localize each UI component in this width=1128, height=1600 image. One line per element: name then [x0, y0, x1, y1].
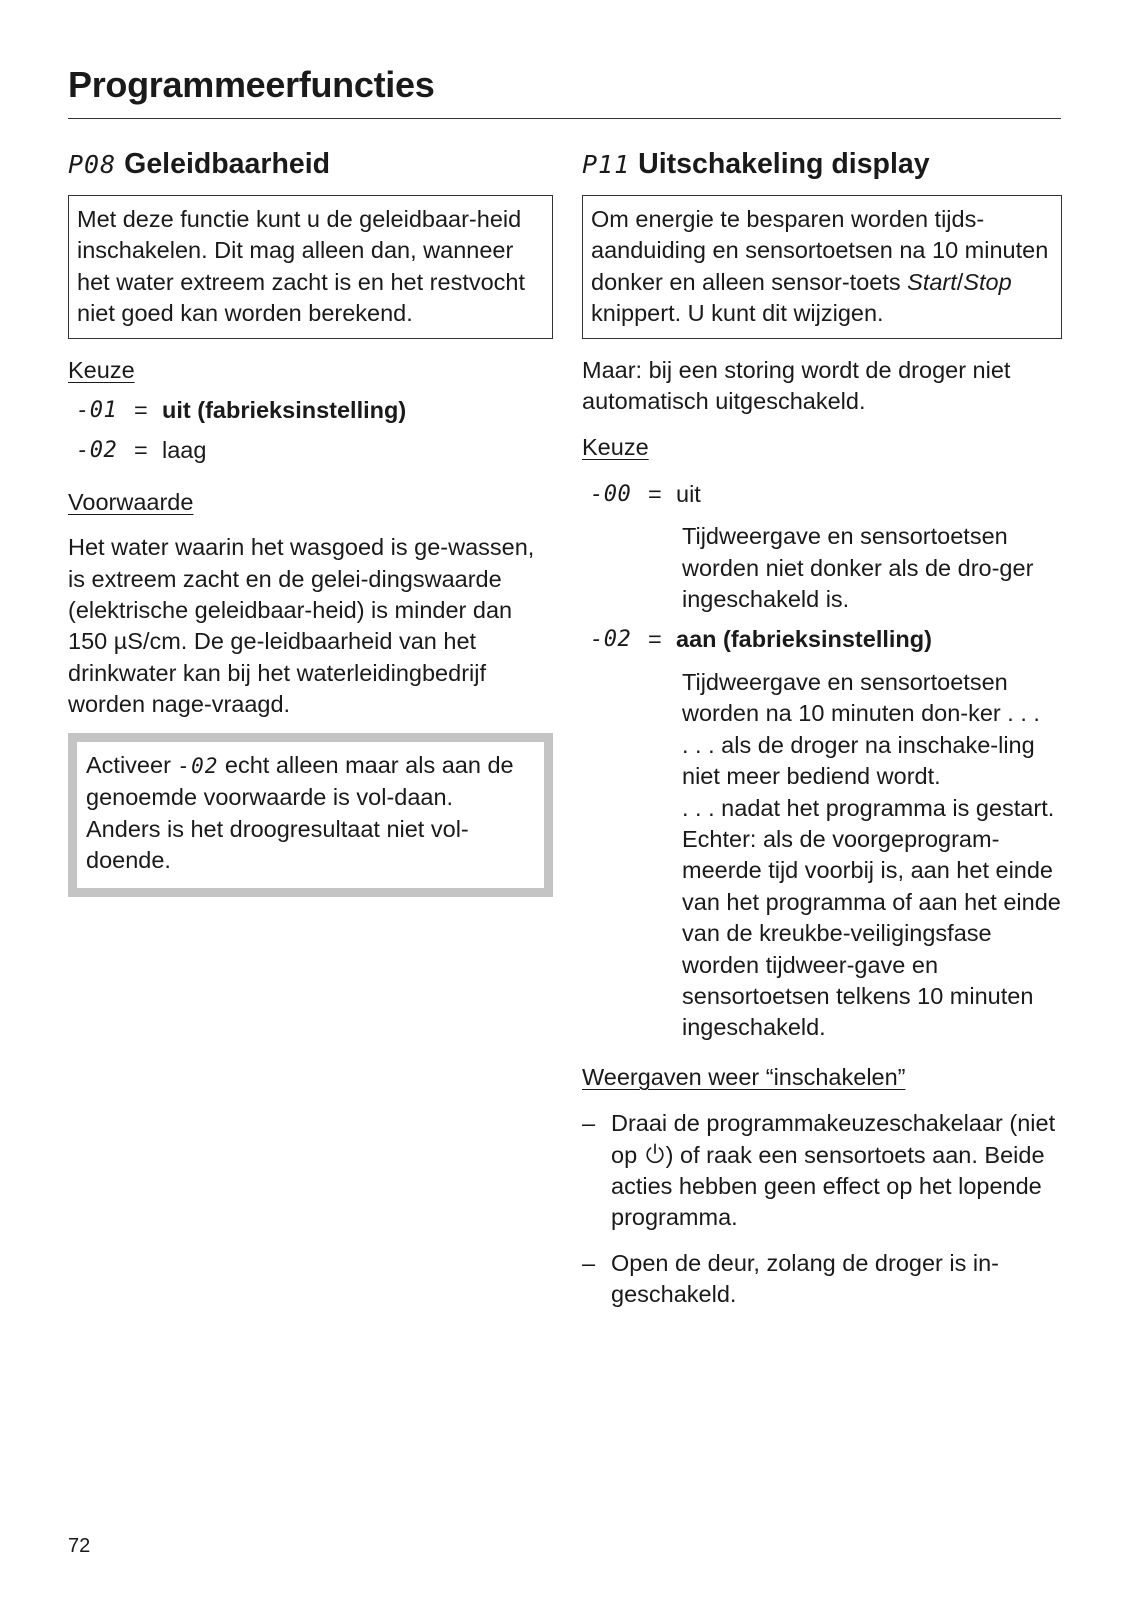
option-row	[582, 624, 1062, 655]
option-equals: =	[648, 480, 662, 507]
left-column	[68, 146, 553, 897]
keuze-label: Keuze	[68, 356, 135, 383]
option-label: uit	[676, 480, 701, 507]
maar-text: Maar: bij een storing wordt de droger niet automatisch uitgeschakeld.	[582, 356, 1011, 415]
section-heading-geleidbaarheid	[68, 146, 553, 183]
weergaven-label: Weergaven weer “inschakelen”	[582, 1063, 906, 1090]
box-text-part1: Om energie te besparen worden tijds-aanduiding en sensortoetsen na 10 minuten donker en alleen sensor-toets	[591, 206, 1049, 295]
option-row	[68, 435, 553, 466]
list-item	[582, 1248, 1062, 1311]
text-after-icon: ) of raak een sensortoets aan. Beide acties hebben geen effect op het lopende programma.	[611, 1141, 1045, 1231]
options-list	[68, 395, 553, 467]
option-row	[68, 395, 553, 426]
box-italic-start: Start	[907, 268, 957, 295]
dash-mark: –	[582, 1249, 596, 1276]
section-title: Uitschakeling display	[638, 148, 930, 180]
dash-mark: –	[582, 1110, 596, 1137]
power-icon	[644, 1143, 666, 1165]
option-code: -00	[590, 481, 632, 507]
option-code: -02	[590, 627, 632, 653]
note-suffix: echt alleen maar als aan de genoemde voorwaarde is vol-daan.	[86, 751, 514, 811]
option-label: uit (fabrieksinstelling)	[162, 397, 407, 424]
option-description: Tijdweergave en sensortoetsen worden niet donker als de dro-ger ingeschakeld is.	[682, 523, 1034, 613]
note-code: -02	[177, 753, 219, 778]
box-italic-stop: Stop	[963, 268, 1012, 295]
segment-code: P08	[68, 150, 117, 179]
box-text-part2: knippert. U kunt dit wijzigen.	[591, 300, 884, 327]
text-before-icon: Draai de programmakeuzeschakelaar (niet op	[611, 1110, 1056, 1168]
note-prefix: Activeer	[86, 751, 171, 778]
section-heading-uitschakeling	[582, 146, 1062, 183]
desc-line: Tijdweergave en sensortoetsen worden na 10 minuten don-ker . . .	[682, 668, 1040, 727]
box-slash: /	[956, 268, 964, 295]
desc-line: Echter: als de voorgeprogram-meerde tijd voorbij is, aan het einde van het programma of aan het einde van de kreukbe-veiligingsfase worden tijdweer-gave en sensortoetsen telkens 10 minuten ingeschakeld.	[682, 825, 1061, 1041]
option-equals: =	[134, 397, 148, 424]
keuze-label: Keuze	[582, 434, 649, 461]
note-line2: Anders is het droogresultaat niet vol-doende.	[86, 815, 469, 873]
right-column	[582, 146, 1062, 1311]
option-description	[682, 667, 1062, 1044]
option-equals: =	[648, 626, 662, 653]
info-box: Met deze functie kunt u de geleidbaar-heid inschakelen. Dit mag alleen dan, wanneer het water extreem zacht is en het restvocht niet goed kan worden berekend.	[68, 195, 553, 339]
page-number: 72	[68, 1535, 91, 1557]
title-divider	[68, 118, 1061, 119]
desc-line: . . . nadat het programma is gestart.	[682, 794, 1055, 821]
option-label: laag	[162, 437, 207, 464]
page-title: Programmeerfuncties	[68, 64, 435, 105]
list-item-text: Open de deur, zolang de droger is in-geschakeld.	[611, 1249, 1000, 1308]
section-title: Geleidbaarheid	[124, 148, 331, 180]
option-equals: =	[134, 437, 148, 464]
option-row	[582, 479, 1062, 510]
voorwaarde-text: Het water waarin het wasgoed is ge-wassen, is extreem zacht en de gelei-dingswaarde (elektrische geleidbaar-heid) is minder dan 150 µS/cm. De ge-leidbaarheid van het drinkwater kan bij het waterleidingbedrijf worden nage-vraagd.	[68, 534, 535, 718]
warning-note	[68, 733, 553, 898]
list-item	[582, 1108, 1062, 1234]
desc-line: . . . als de droger na inschake-ling niet meer bediend wordt.	[682, 731, 1035, 790]
voorwaarde-label: Voorwaarde	[68, 488, 194, 515]
info-box	[582, 195, 1062, 339]
option-code: -01	[76, 398, 118, 424]
segment-code: P11	[582, 150, 631, 179]
option-code: -02	[76, 438, 118, 464]
option-label: aan (fabrieksinstelling)	[676, 626, 932, 653]
list-item-text	[611, 1108, 1062, 1234]
